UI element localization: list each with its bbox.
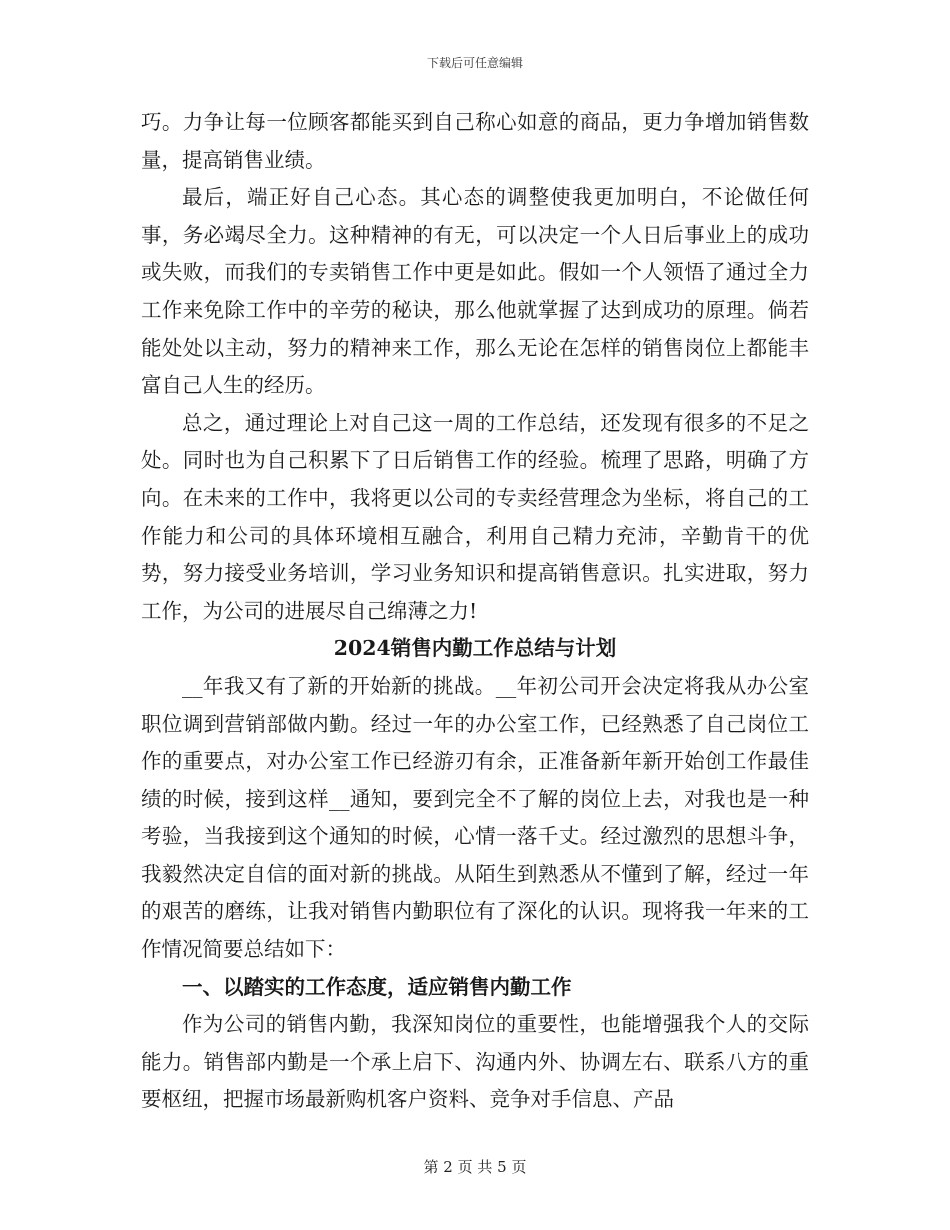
header-note: 下载后可任意编辑 xyxy=(426,56,523,70)
document-body xyxy=(141,104,809,1119)
paragraph-section-1: 作为公司的销售内勤，我深知岗位的重要性，也能增强我个人的交际能力。销售部内勤是一个承上启下、沟通内外、协调左右、联系八方的重要枢纽，把握市场最新购机客户资料、竞争对手信息、产品 xyxy=(141,1012,809,1112)
section-heading-1: 一、以踏实的工作态度，适应销售内勤工作 xyxy=(182,974,572,999)
document-title: 2024销售内勤工作总结与计划 xyxy=(333,636,617,661)
paragraph-intro: __年我又有了新的开始新的挑战。__年初公司开会决定将我从办公室职位调到营销部做内勤。经过一年的办公室工作，已经熟悉了自己岗位工作的重要点，对办公室工作已经游刃有余，正准备新年新开始创工作最佳绩的时候，接到这样__通知，要到完全不了解的岗位上去，对我也是一种考验，当我接到这个通知的时候，心情一落千丈。经过激烈的思想斗争，我毅然决定自信的面对新的挑战。从陌生到熟悉从不懂到了解，经过一年的艰苦的磨练，让我对销售内勤职位有了深化的认识。现将我一年来的工作情况简要总结如下： xyxy=(141,673,809,962)
paragraph-continued: 巧。力争让每一位顾客都能买到自己称心如意的商品，更力争增加销售数量，提高销售业绩。 xyxy=(141,110,809,172)
page-number: 第 2 页 共 5 页 xyxy=(423,1158,527,1176)
paragraph-summary: 总之，通过理论上对自己这一周的工作总结，还发现有很多的不足之处。同时也为自己积累下了日后销售工作的经验。梳理了思路，明确了方向。在未来的工作中，我将更以公司的专卖经营理念为坐标，将自己的工作能力和公司的具体环境相互融合，利用自己精力充沛，辛勤肯干的优势，努力接受业务培训，学习业务知识和提高销售意识。扎实进取，努力工作，为公司的进展尽自己绵薄之力! xyxy=(141,410,809,623)
paragraph-attitude: 最后，端正好自己心态。其心态的调整使我更加明白，不论做任何事，务必竭尽全力。这种精神的有无，可以决定一个人日后事业上的成功或失败，而我们的专卖销售工作中更是如此。假如一个人领悟了通过全力工作来免除工作中的辛劳的秘诀，那么他就掌握了达到成功的原理。倘若能处处以主动，努力的精神来工作，那么无论在怎样的销售岗位上都能丰富自己人生的经历。 xyxy=(141,185,809,398)
